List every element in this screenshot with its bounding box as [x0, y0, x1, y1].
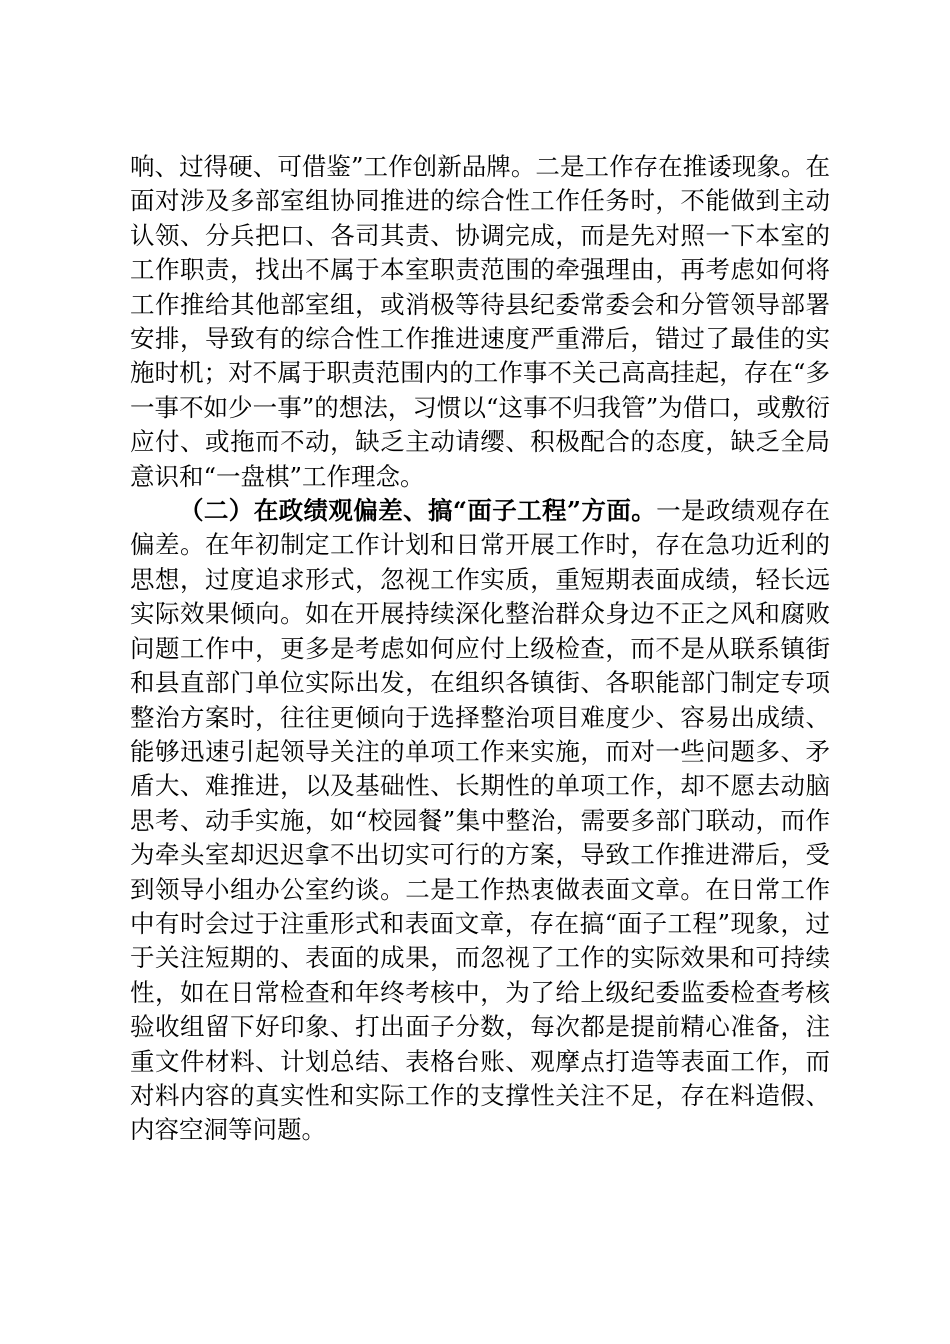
- section-body: 一是政绩观存在偏差。在年初制定工作计划和日常开展工作时，存在急功近利的思想，过度追求形式，忽视工作实质，重短期表面成绩，轻长远实际效果倾向。如在开展持续深化整治群众身边不正之风和腐败问题工作中，更多是考虑如何应付上级检查，而不是从联系镇街和县直部门单位实际出发，在组织各镇街、各职能部门制定专项整治方案时，往往更倾向于选择整治项目难度少、容易出成绩、能够迅速引起领导关注的单项工作来实施，而对一些问题多、矛盾大、难推进，以及基础性、长期性的单项工作，却不愿去动脑思考、动手实施，如“校园餐”集中整治，需要多部门联动，而作为牵头室却迟迟拿不出切实可行的方案，导致工作推进滞后，受到领导小组办公室约谈。二是工作热衷做表面文章。在日常工作中有时会过于注重形式和表面文章，存在搞“面子工程”现象，过于关注短期的、表面的成果，而忽视了工作的实际效果和可持续性，如在日常检查和年终考核中，为了给上级纪委监委检查考核验收组留下好印象、打出面子分数，每次都是提前精心准备，注重文件材料、计划总结、表格台账、观摩点打造等表面工作，而对料内容的真实性和实际工作的支撑性关注不足，存在料造假、内容空洞等问题。: [130, 496, 831, 1145]
- section-heading: （二）在政绩观偏差、搞“面子工程”方面。: [179, 496, 657, 526]
- paragraph-continuation: 响、过得硬、可借鉴”工作创新品牌。二是工作存在推诿现象。在面对涉及多部室组协同推进的综合性工作任务时，不能做到主动认领、分兵把口、各司其责、协调完成，而是先对照一下本室的工作职责，找出不属于本室职责范围的牵强理由，再考虑如何将工作推给其他部室组，或消极等待县纪委常委会和分管领导部署安排，导致有的综合性工作推进速度严重滞后，错过了最佳的实施时机；对不属于职责范围内的工作事不关己高高挂起，存在“多一事不如少一事”的想法，习惯以“这事不归我管”为借口，或敷衍应付、或拖而不动，缺乏主动请缨、积极配合的态度，缺乏全局意识和“一盘棋”工作理念。: [130, 152, 830, 491]
- document-page: [130, 150, 830, 1148]
- paragraph-section-two: [130, 494, 830, 1148]
